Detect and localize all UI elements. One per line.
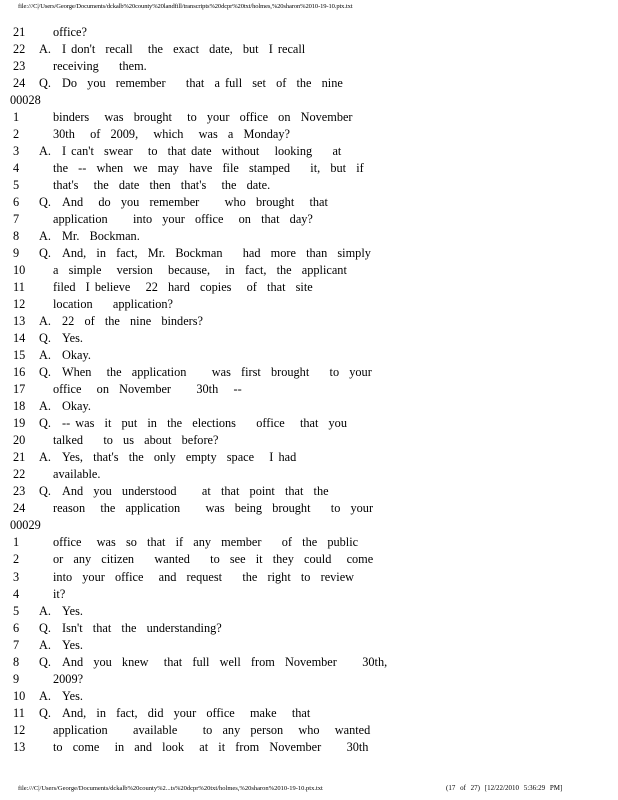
- line-text: it?: [53, 586, 66, 601]
- line-text: receiving them.: [53, 59, 147, 74]
- line-number: 22: [13, 42, 26, 57]
- line-number: 12: [13, 297, 26, 312]
- file-path-footer: file:///C|/Users/George/Documents/dckalb%20county%2...ts%20dcpr%20txt/holmes,%20sharon%2010-19-10.ptx.txt: [18, 785, 323, 792]
- line-text: to come in and look at it from November 30th: [53, 739, 369, 754]
- line-number: 10: [13, 688, 26, 703]
- speaker-label: Q.: [39, 416, 51, 431]
- print-date: [12/22/2010: [484, 784, 519, 792]
- line-text: I don't recall the exact date, but I recall: [62, 42, 306, 57]
- line-text: Yes.: [62, 603, 83, 618]
- transcript-line: [0, 381, 618, 398]
- line-number: 17: [13, 382, 26, 397]
- line-text: -- was it put in the elections office that you: [62, 416, 347, 431]
- page-marker: [0, 92, 618, 109]
- transcript-line: [0, 313, 618, 330]
- line-number: 9: [13, 246, 20, 261]
- line-text: Okay.: [62, 348, 91, 363]
- page-number: 00029: [10, 518, 41, 533]
- line-number: 18: [13, 399, 26, 414]
- line-number: 16: [13, 365, 26, 380]
- transcript-line: [0, 449, 618, 466]
- transcript-line: [0, 500, 618, 517]
- transcript-line: [0, 739, 618, 756]
- line-number: 6: [13, 620, 20, 635]
- transcript-line: [0, 654, 618, 671]
- file-path-header: file:///C|/Users/George/Documents/dckalb%20county%20landfill/transcripts%20dcpr%20txt/holmes,%20sharon%2010-19-10.ptx.txt: [18, 3, 353, 10]
- transcript-line: [0, 603, 618, 620]
- transcript-line: [0, 415, 618, 432]
- line-text: location application?: [53, 297, 173, 312]
- line-text: Yes.: [62, 331, 83, 346]
- speaker-label: A.: [39, 399, 51, 414]
- transcript-line: [0, 637, 618, 654]
- line-number: 15: [13, 348, 26, 363]
- transcript-line: [0, 177, 618, 194]
- line-text: or any citizen wanted to see it they could come: [53, 552, 374, 567]
- line-number: 1: [13, 110, 20, 125]
- transcript-line: [0, 211, 618, 228]
- line-text: the -- when we may have file stamped it, but if: [53, 161, 364, 176]
- line-number: 8: [13, 229, 20, 244]
- speaker-label: A.: [39, 144, 51, 159]
- transcript-line: [0, 483, 618, 500]
- transcript-line: [0, 75, 618, 92]
- line-number: 23: [13, 59, 26, 74]
- transcript-line: [0, 671, 618, 688]
- speaker-label: Q.: [39, 654, 51, 669]
- transcript-body: [0, 24, 618, 756]
- speaker-label: Q.: [39, 195, 51, 210]
- line-number: 12: [13, 722, 26, 737]
- transcript-line: [0, 398, 618, 415]
- speaker-label: A.: [39, 348, 51, 363]
- transcript-line: [0, 296, 618, 313]
- transcript-line: [0, 620, 618, 637]
- page-marker: [0, 517, 618, 534]
- line-number: 4: [13, 586, 20, 601]
- transcript-line: [0, 466, 618, 483]
- transcript-line: [0, 245, 618, 262]
- line-number: 21: [13, 450, 26, 465]
- line-text: 30th of 2009, which was a Monday?: [53, 127, 290, 142]
- line-text: And you knew that full well from November 30th,: [62, 654, 388, 669]
- line-text: talked to us about before?: [53, 433, 219, 448]
- line-text: Yes, that's the only empty space I had: [62, 450, 297, 465]
- line-number: 1: [13, 535, 20, 550]
- speaker-label: Q.: [39, 365, 51, 380]
- line-number: 3: [13, 569, 20, 584]
- line-text: And, in fact, Mr. Bockman had more than simply: [62, 246, 371, 261]
- line-text: into your office and request the right to review: [53, 569, 355, 584]
- line-text: binders was brought to your office on November: [53, 110, 353, 125]
- line-text: Do you remember that a full set of the nine: [62, 76, 343, 91]
- line-text: Okay.: [62, 399, 91, 414]
- line-number: 7: [13, 637, 20, 652]
- line-text: that's the date then that's the date.: [53, 178, 271, 193]
- transcript-line: [0, 688, 618, 705]
- page-info-footer: [446, 784, 562, 792]
- line-text: filed I believe 22 hard copies of that site: [53, 280, 313, 295]
- line-number: 2: [13, 552, 20, 567]
- speaker-label: A.: [39, 229, 51, 244]
- speaker-label: A.: [39, 314, 51, 329]
- line-number: 13: [13, 739, 26, 754]
- transcript-line: [0, 364, 618, 381]
- speaker-label: Q.: [39, 705, 51, 720]
- line-number: 8: [13, 654, 20, 669]
- line-number: 21: [13, 25, 26, 39]
- transcript-line: [0, 432, 618, 449]
- transcript-line: [0, 58, 618, 75]
- line-text: available.: [53, 467, 101, 482]
- transcript-line: [0, 109, 618, 126]
- line-number: 3: [13, 144, 20, 159]
- transcript-line: [0, 569, 618, 586]
- page-count: (17 of 27): [446, 784, 480, 792]
- line-number: 22: [13, 467, 26, 482]
- line-text: office?: [53, 25, 87, 39]
- transcript-line: [0, 228, 618, 245]
- line-text: When the application was first brought to your: [62, 365, 372, 380]
- speaker-label: Q.: [39, 246, 51, 261]
- speaker-label: A.: [39, 637, 51, 652]
- line-number: 23: [13, 484, 26, 499]
- line-number: 7: [13, 212, 20, 227]
- transcript-line: [0, 551, 618, 568]
- speaker-label: Q.: [39, 620, 51, 635]
- line-text: reason the application was being brought to your: [53, 501, 374, 516]
- line-text: Yes.: [62, 688, 83, 703]
- transcript-line: [0, 194, 618, 211]
- line-number: 9: [13, 671, 20, 686]
- line-text: Isn't that the understanding?: [62, 620, 222, 635]
- line-text: a simple version because, in fact, the applicant: [53, 263, 347, 278]
- line-number: 5: [13, 178, 20, 193]
- line-number: 14: [13, 331, 26, 346]
- line-text: 22 of the nine binders?: [62, 314, 203, 329]
- transcript-line: [0, 534, 618, 551]
- line-text: application into your office on that day?: [53, 212, 313, 227]
- transcript-line: [0, 705, 618, 722]
- line-text: application available to any person who wanted: [53, 722, 371, 737]
- speaker-label: Q.: [39, 484, 51, 499]
- speaker-label: A.: [39, 603, 51, 618]
- transcript-line: [0, 160, 618, 177]
- speaker-label: Q.: [39, 76, 51, 91]
- page-number: 00028: [10, 93, 41, 108]
- line-number: 20: [13, 433, 26, 448]
- print-time: 5:36:29 PM]: [523, 784, 563, 792]
- line-number: 11: [13, 280, 25, 295]
- transcript-line: [0, 347, 618, 364]
- speaker-label: A.: [39, 42, 51, 57]
- line-text: And do you remember who brought that: [62, 195, 328, 210]
- line-number: 13: [13, 314, 26, 329]
- line-text: office was so that if any member of the public: [53, 535, 359, 550]
- speaker-label: A.: [39, 688, 51, 703]
- line-number: 24: [13, 501, 26, 516]
- transcript-line: [0, 24, 618, 41]
- line-text: Yes.: [62, 637, 83, 652]
- line-text: office on November 30th --: [53, 382, 242, 397]
- transcript-line: [0, 722, 618, 739]
- line-text: 2009?: [53, 671, 84, 686]
- line-number: 24: [13, 76, 26, 91]
- line-number: 5: [13, 603, 20, 618]
- line-number: 2: [13, 127, 20, 142]
- transcript-line: [0, 143, 618, 160]
- line-text: And, in fact, did your office make that: [62, 705, 311, 720]
- speaker-label: A.: [39, 450, 51, 465]
- transcript-line: [0, 41, 618, 58]
- speaker-label: Q.: [39, 331, 51, 346]
- line-text: And you understood at that point that the: [62, 484, 329, 499]
- transcript-line: [0, 279, 618, 296]
- line-number: 4: [13, 161, 20, 176]
- line-number: 6: [13, 195, 20, 210]
- line-text: Mr. Bockman.: [62, 229, 140, 244]
- line-number: 10: [13, 263, 26, 278]
- line-number: 11: [13, 705, 25, 720]
- transcript-line: [0, 126, 618, 143]
- transcript-line: [0, 262, 618, 279]
- transcript-line: [0, 586, 618, 603]
- line-number: 19: [13, 416, 26, 431]
- transcript-line: [0, 330, 618, 347]
- line-text: I can't swear to that date without looking at: [62, 144, 342, 159]
